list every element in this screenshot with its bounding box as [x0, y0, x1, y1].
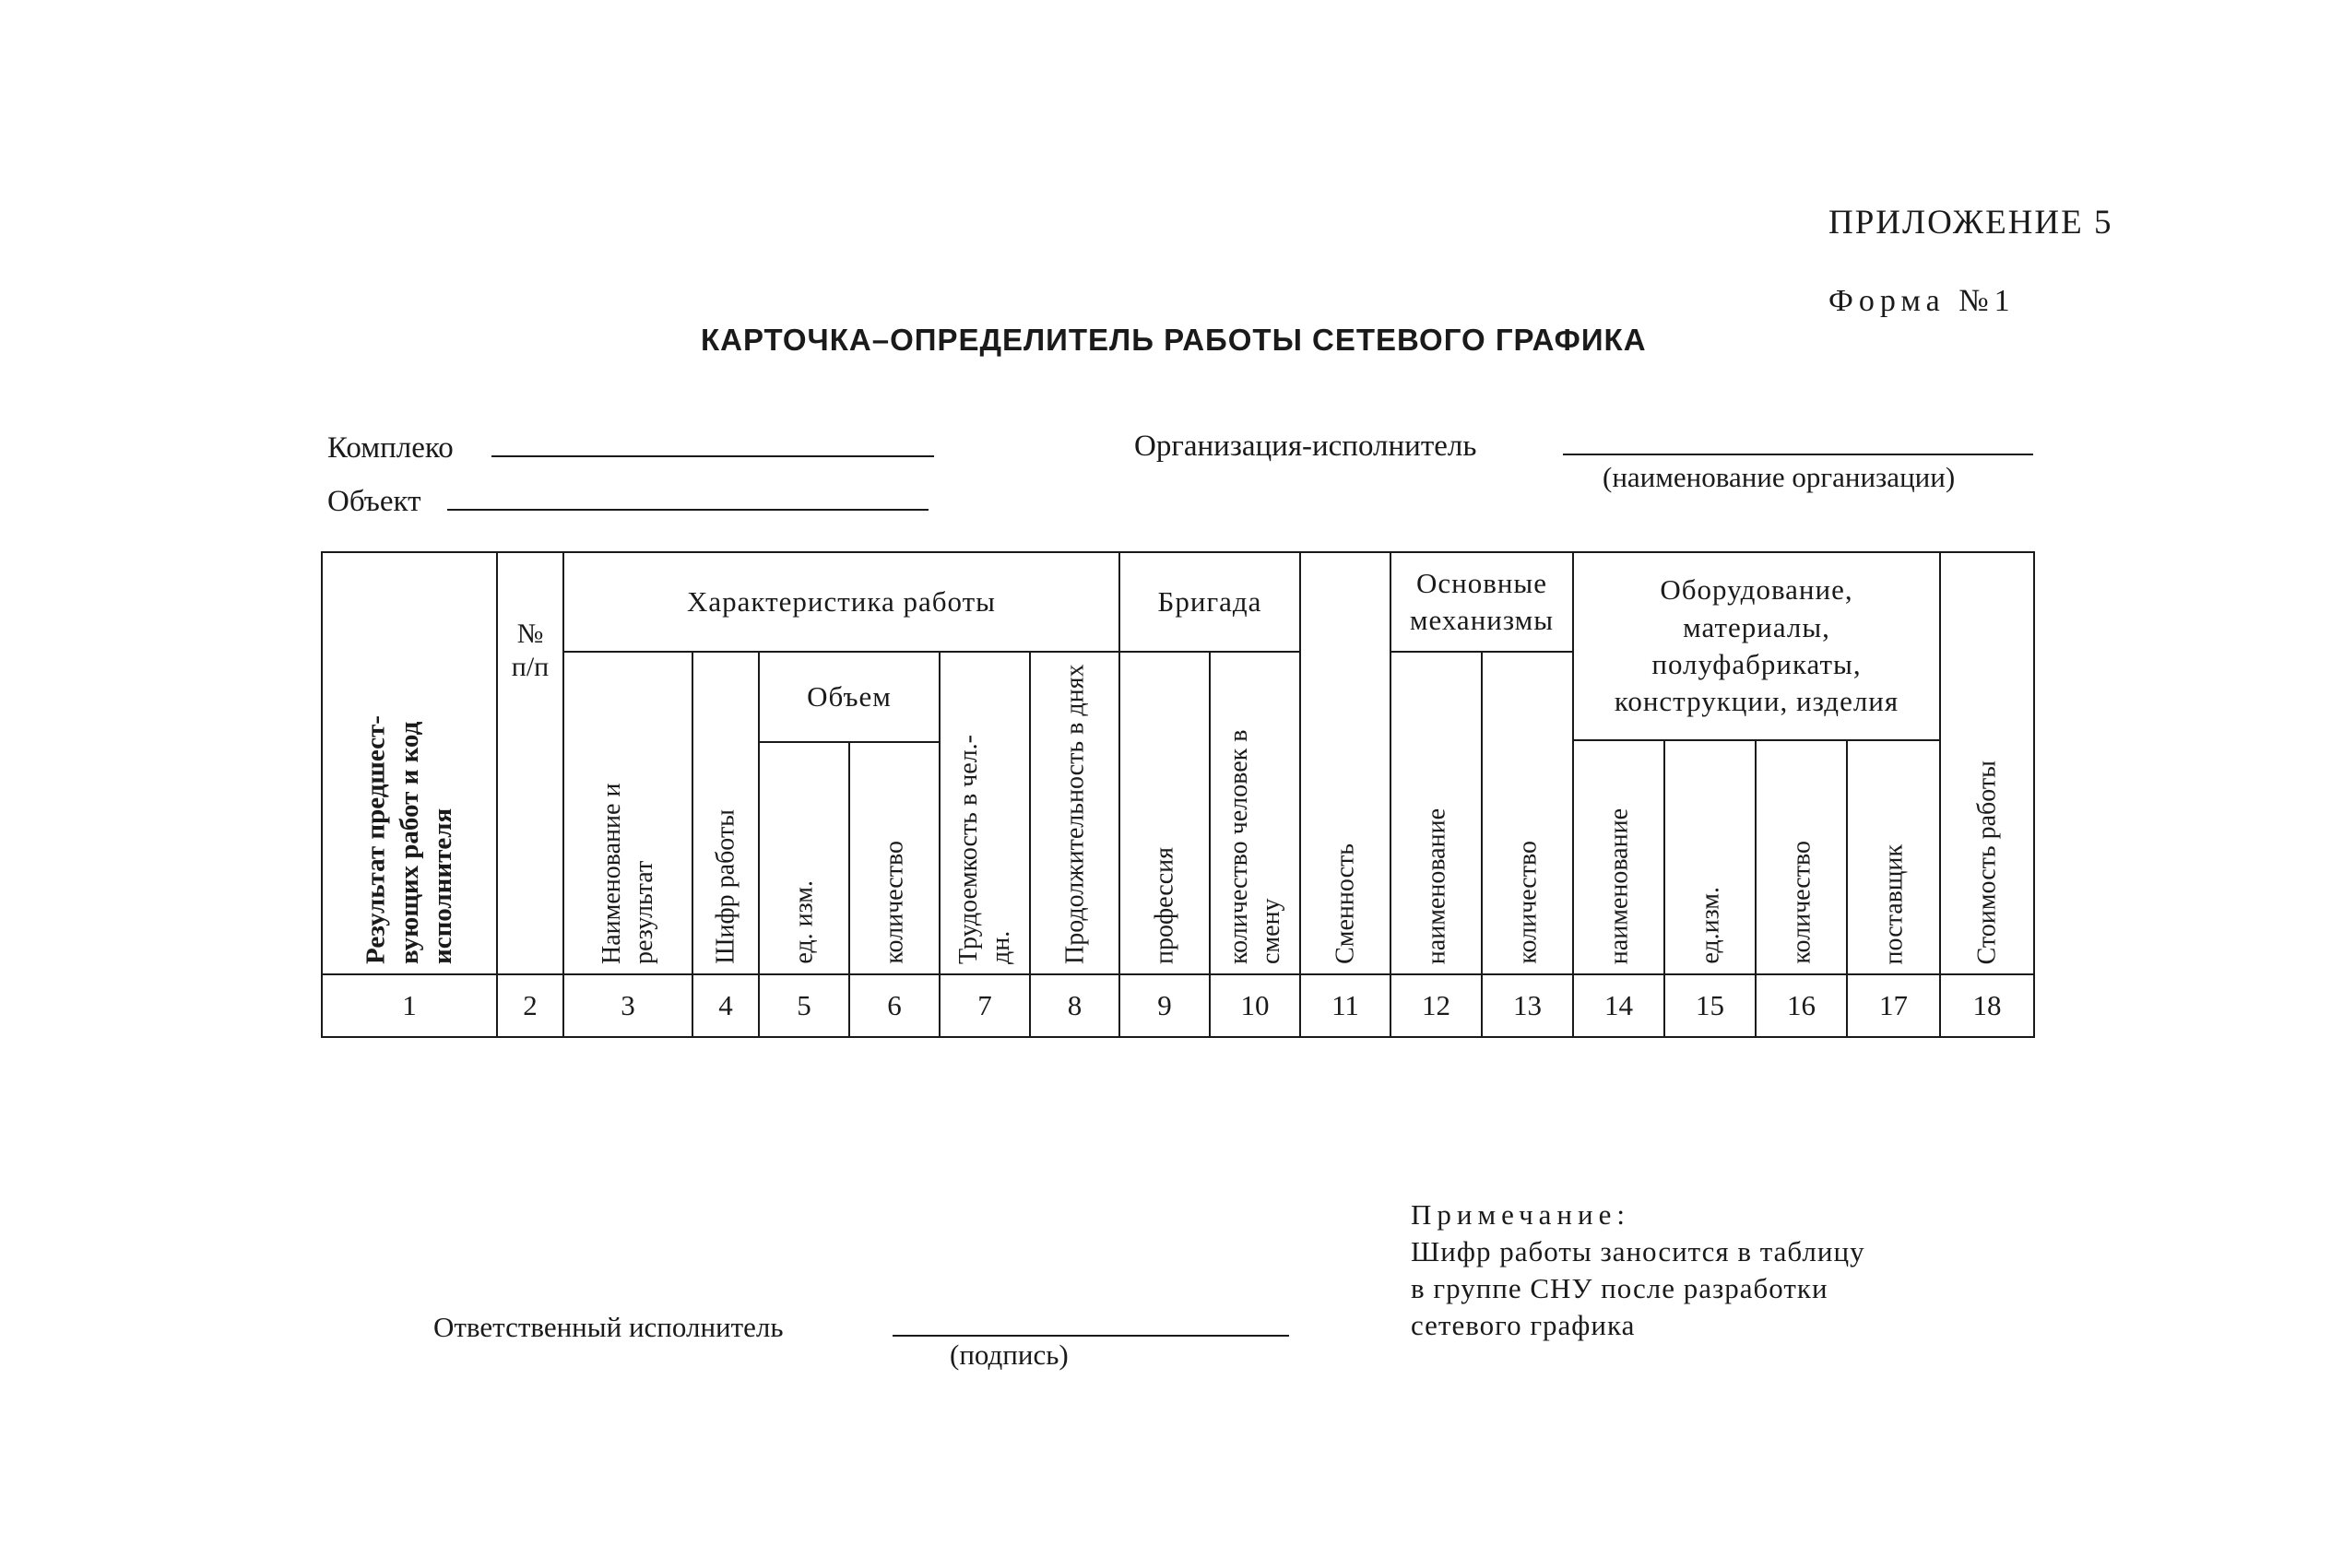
col-header-shifts-text: Сменность — [1331, 843, 1360, 964]
column-number: 18 — [1939, 973, 2035, 1038]
col-header-previous-results — [321, 551, 498, 975]
column-number: 5 — [758, 973, 850, 1038]
column-number: 12 — [1390, 973, 1483, 1038]
col-header-workers-per-shift-text: количество человек в смену — [1225, 729, 1285, 964]
group-header-brigade: Бригада — [1118, 551, 1301, 653]
appendix-label: ПРИЛОЖЕНИЕ 5 — [1828, 204, 2113, 242]
organization-field-line — [1563, 454, 2033, 455]
note-title: Примечание: — [1411, 1198, 1630, 1231]
col-header-name-result — [562, 651, 693, 975]
object-field-line — [447, 509, 929, 511]
col-header-number — [496, 551, 564, 975]
note-line: в группе СНУ после разработки — [1411, 1272, 1828, 1304]
complex-label: Комплеко — [327, 431, 454, 465]
group-header-mechanisms: Основные механизмы — [1390, 551, 1574, 653]
column-number: 16 — [1755, 973, 1848, 1038]
col-header-name-result-text: Наименование и результат — [598, 783, 658, 964]
col-header-volume-quantity-text: количество — [880, 841, 909, 964]
signature-hint: (подпись) — [950, 1338, 1069, 1371]
column-number: 11 — [1299, 973, 1391, 1038]
complex-field-line — [491, 455, 934, 457]
form-number: Форма №1 — [1828, 284, 2016, 318]
col-header-mechanism-name — [1390, 651, 1483, 975]
column-number: 14 — [1572, 973, 1665, 1038]
col-header-volume-unit — [758, 741, 850, 975]
col-header-duration — [1029, 651, 1120, 975]
column-number: 4 — [692, 973, 760, 1038]
object-label: Объект — [327, 485, 421, 518]
column-number: 15 — [1663, 973, 1757, 1038]
col-header-cost — [1939, 551, 2035, 975]
group-header-equipment: Оборудование, материалы, полуфабрикаты, конструкции, изделия — [1572, 551, 1941, 741]
col-header-equipment-unit-text: ед.изм. — [1696, 887, 1724, 964]
col-header-supplier-text: поставщик — [1879, 843, 1908, 964]
col-header-profession — [1118, 651, 1211, 975]
col-header-work-code — [692, 651, 760, 975]
column-number: 6 — [848, 973, 941, 1038]
col-header-labor — [939, 651, 1031, 975]
group-header-work: Характеристика работы — [562, 551, 1120, 653]
col-header-profession-text: профессия — [1150, 847, 1179, 964]
col-header-previous-results-text: Результат предшест- вующих работ и код исполнителя — [361, 715, 458, 964]
col-header-number-text: № п/п — [511, 619, 550, 682]
col-header-mechanism-quantity — [1481, 651, 1574, 975]
col-header-work-code-text: Шифр работы — [711, 809, 740, 964]
signature-line — [893, 1335, 1289, 1337]
column-number: 8 — [1029, 973, 1120, 1038]
column-number: 3 — [562, 973, 693, 1038]
col-header-equipment-unit — [1663, 739, 1757, 975]
note-line: сетевого графика — [1411, 1309, 1636, 1341]
column-number: 13 — [1481, 973, 1574, 1038]
col-header-workers-per-shift — [1209, 651, 1301, 975]
col-header-shifts — [1299, 551, 1391, 975]
note-line: Шифр работы заносится в таблицу — [1411, 1235, 1865, 1267]
col-header-supplier — [1846, 739, 1941, 975]
organization-hint: (наименование организации) — [1603, 461, 1956, 493]
document-title: КАРТОЧКА–ОПРЕДЕЛИТЕЛЬ РАБОТЫ СЕТЕВОГО ГРАФИКА — [701, 323, 1647, 357]
col-header-equipment-quantity-text: количество — [1787, 841, 1816, 964]
column-number: 10 — [1209, 973, 1301, 1038]
column-number: 7 — [939, 973, 1031, 1038]
organization-label: Организация-исполнитель — [1134, 430, 1477, 463]
col-header-cost-text: Стоимость работы — [1972, 760, 2002, 964]
col-header-duration-text: Продолжительность в днях — [1060, 664, 1089, 964]
column-number: 1 — [321, 973, 498, 1038]
col-header-mechanism-name-text: наименование — [1422, 808, 1450, 964]
column-number: 17 — [1846, 973, 1941, 1038]
col-header-mechanism-quantity-text: количество — [1513, 841, 1542, 964]
col-header-equipment-name — [1572, 739, 1665, 975]
group-header-volume: Объем — [758, 651, 941, 743]
col-header-volume-quantity — [848, 741, 941, 975]
col-header-labor-text: Трудоемкость в чел.-дн. — [954, 735, 1015, 964]
column-number: 2 — [496, 973, 564, 1038]
signature-label: Ответственный исполнитель — [433, 1311, 784, 1343]
col-header-volume-unit-text: ед. изм. — [789, 880, 819, 964]
column-number: 9 — [1118, 973, 1211, 1038]
col-header-equipment-quantity — [1755, 739, 1848, 975]
col-header-equipment-name-text: наименование — [1604, 808, 1633, 964]
